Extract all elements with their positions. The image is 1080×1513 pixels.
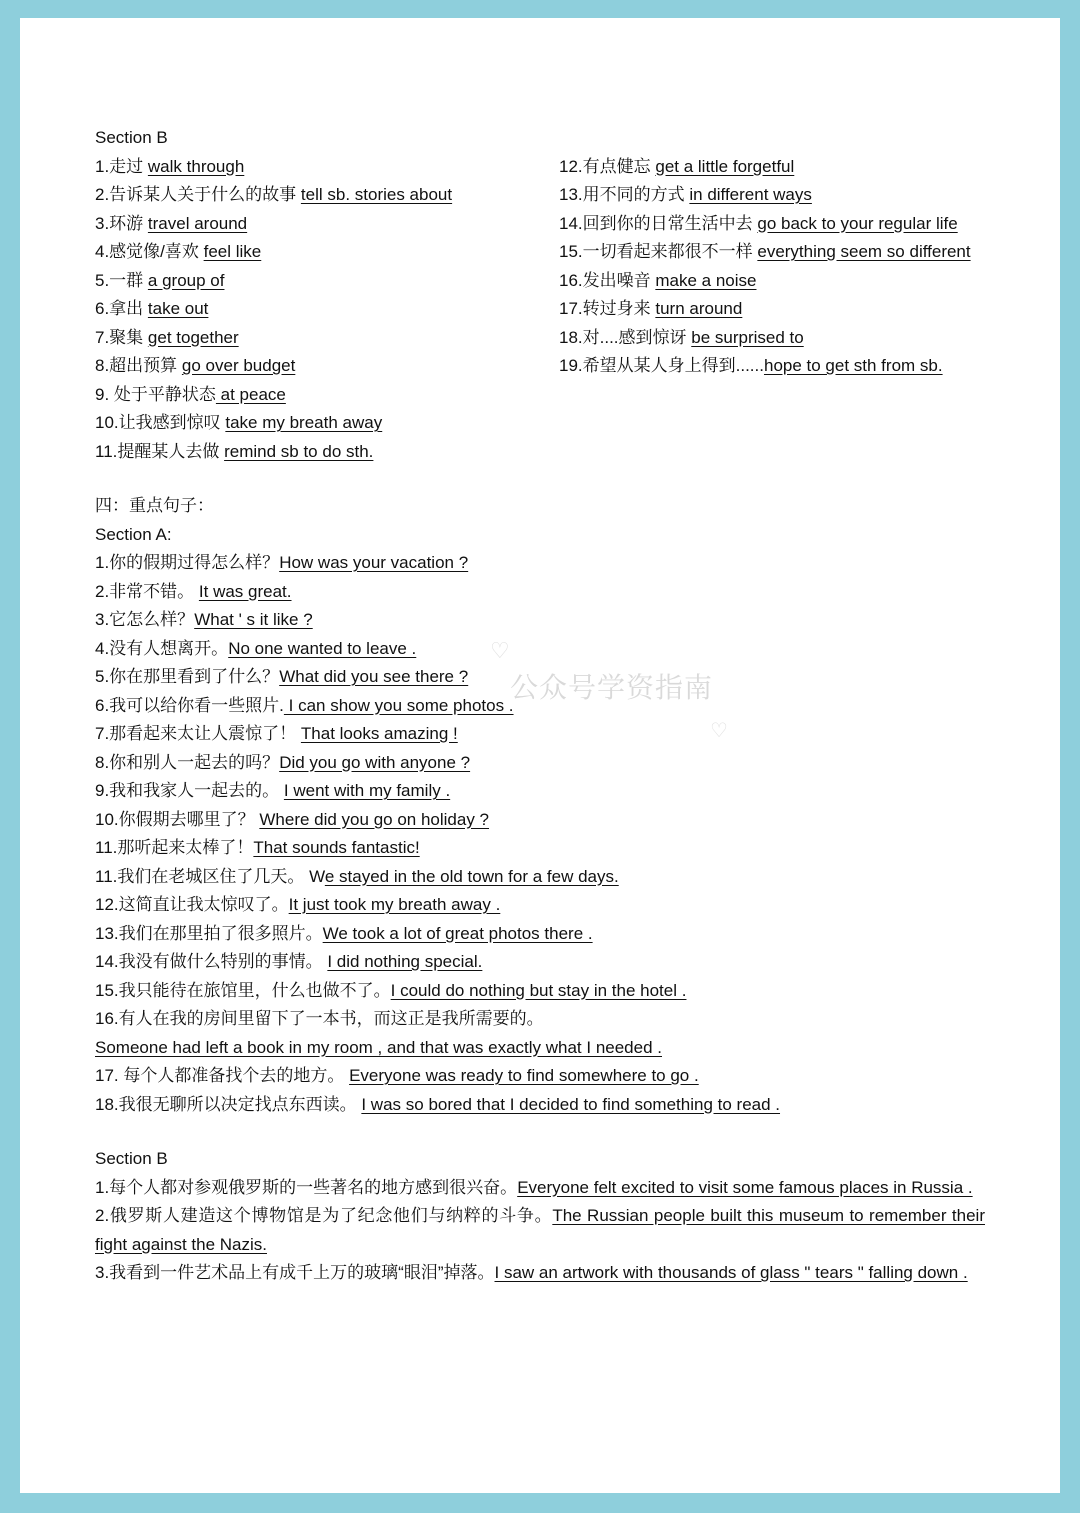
- sentence-cn: 2.俄罗斯人建造这个博物馆是为了纪念他们与纳粹的斗争。: [95, 1206, 553, 1225]
- sentence-item: [95, 977, 985, 1006]
- sentence-en: e stayed in the old town for a few days.: [324, 866, 619, 886]
- phrase-en: a group of: [147, 270, 225, 290]
- sentence-en: It just took my breath away .: [288, 895, 501, 914]
- phrase-item: [559, 267, 985, 296]
- phrase-cn: 8.超出预算: [95, 356, 182, 375]
- sentence-en: I could do nothing but stay in the hotel .: [390, 980, 687, 1000]
- phrase-cn: 9. 处于平静状态: [95, 384, 216, 404]
- sentence-item: [95, 1259, 985, 1288]
- phrase-item: [95, 210, 559, 239]
- sentence-item: [95, 1062, 985, 1091]
- spacer: [95, 466, 985, 492]
- phrase-columns: [95, 153, 985, 467]
- sentence-cn: 16.有人在我的房间里留下了一本书，而这正是我所需要的。: [95, 1009, 544, 1028]
- phrase-en: walk through: [147, 156, 245, 176]
- sentence-item: [95, 1202, 985, 1259]
- phrase-en: get together: [147, 327, 239, 347]
- phrase-cn: 5.一群: [95, 270, 148, 290]
- sentence-en: That sounds fantastic!: [253, 838, 420, 857]
- phrase-item: [95, 295, 559, 324]
- sentence-item: [95, 863, 985, 892]
- sentence-cn: 11.那听起来太棒了！: [95, 838, 254, 857]
- sentence-item: [95, 1174, 985, 1203]
- sentence-item: [95, 749, 985, 778]
- sentence-en: We took a lot of great photos there .: [322, 923, 593, 943]
- phrase-item: [95, 267, 559, 296]
- sentence-cn: 13.我们在那里拍了很多照片。: [95, 923, 323, 943]
- sentence-cn: 7.那看起来太让人震惊了！: [95, 724, 301, 743]
- sentence-cn: 5.你在那里看到了什么？: [95, 667, 280, 686]
- phrase-cn: 18.对....感到惊讶: [559, 327, 692, 347]
- phrase-item: [95, 381, 559, 410]
- phrase-item: [95, 181, 559, 210]
- phrase-list-left: [95, 153, 559, 467]
- phrase-cn: 1.走过: [95, 156, 148, 176]
- sentence-item: [95, 549, 985, 578]
- sentence-en: I saw an artwork with thousands of glass " tears " falling down .: [494, 1263, 968, 1282]
- phrase-en: get a little forgetful: [655, 156, 795, 176]
- section-a-sentence-list: [95, 549, 985, 1119]
- phrase-en: feel like: [203, 242, 262, 261]
- phrase-item: [559, 181, 985, 210]
- phrase-en: in different ways: [689, 185, 812, 204]
- phrase-cn: 4.感觉像/喜欢: [95, 242, 204, 261]
- sentence-cn: 10.你假期去哪里了？: [95, 809, 260, 829]
- sentence-cn: 4.没有人想离开。: [95, 638, 229, 658]
- key-sentences-heading: 四：重点句子：: [95, 496, 214, 515]
- sentence-cn: 14.我没有做什么特别的事情。: [95, 952, 328, 971]
- phrase-item: [95, 409, 559, 438]
- phrase-en: go back to your regular life: [757, 213, 958, 233]
- sentence-cn: 8.你和别人一起去的吗？: [95, 752, 280, 772]
- phrase-en: go over budget: [181, 356, 296, 375]
- sentence-item: [95, 948, 985, 977]
- watermark-text: 公众号学资指南: [510, 672, 714, 703]
- sentence-cn: 3.我看到一件艺术品上有成千上万的玻璃“眼泪”掉落。: [95, 1263, 495, 1282]
- phrase-item: [95, 438, 559, 467]
- sentence-cn: 17. 每个人都准备找个去的地方。: [95, 1066, 350, 1085]
- heart-icon: ♡: [710, 720, 728, 742]
- phrase-en: tell sb. stories about: [300, 185, 453, 204]
- sentence-cn: 1.每个人都对参观俄罗斯的一些著名的地方感到很兴奋。: [95, 1177, 518, 1197]
- sentence-item: [95, 806, 985, 835]
- phrase-cn: 6.拿出: [95, 299, 148, 318]
- sentence-item: [95, 578, 985, 607]
- phrase-cn: 16.发出噪音: [559, 270, 656, 290]
- sentence-en: Did you go with anyone ?: [279, 752, 471, 772]
- spacer: [95, 1119, 985, 1145]
- sentence-en: What ' s it like ?: [194, 610, 313, 629]
- sentence-item: [95, 1005, 985, 1034]
- sentence-cn: 2.非常不错。: [95, 581, 199, 601]
- phrase-item: [559, 352, 985, 381]
- sentence-en: I was so bored that I decided to find something to read .: [361, 1094, 781, 1114]
- phrase-item: [559, 153, 985, 182]
- sentence-en: What did you see there ?: [279, 667, 469, 686]
- phrase-en: take out: [147, 299, 209, 318]
- sentence-en: I did nothing special.: [327, 952, 483, 971]
- sentence-en: It was great.: [198, 581, 292, 601]
- sentence-item: [95, 891, 985, 920]
- phrase-cn: 13.用不同的方式: [559, 185, 690, 204]
- sentence-en: I went with my family .: [283, 781, 451, 800]
- phrase-item: [95, 153, 559, 182]
- sentence-item: [95, 920, 985, 949]
- sentence-item: [95, 635, 985, 664]
- sentence-item: [95, 606, 985, 635]
- phrase-en: travel around: [147, 213, 248, 233]
- phrase-en: turn around: [655, 299, 743, 318]
- sentence-cn: 15.我只能待在旅馆里，什么也做不了。: [95, 980, 391, 1000]
- phrase-item: [559, 238, 985, 267]
- sentence-en: The Russian people built this museum to remember their fight against the Nazis.: [95, 1206, 985, 1254]
- section-b-sentences-heading: Section B: [95, 1149, 168, 1168]
- phrase-en: hope to get sth from sb.: [763, 356, 943, 375]
- sentence-cn: 1.你的假期过得怎么样？: [95, 553, 280, 572]
- sentence-cn: 18.我很无聊所以决定找点东西读。: [95, 1094, 362, 1114]
- section-b-sentence-list: [95, 1174, 985, 1288]
- sentence-item: [95, 1091, 985, 1120]
- phrase-en: be surprised to: [691, 327, 804, 347]
- phrase-item: [95, 324, 559, 353]
- sentence-cn: 12.这简直让我太惊叹了。: [95, 895, 289, 914]
- section-b-phrases-heading: Section B: [95, 128, 168, 147]
- phrase-en: at peace: [215, 384, 286, 404]
- phrase-cn: 2.告诉某人关于什么的故事: [95, 185, 301, 204]
- phrase-en: take my breath away: [225, 413, 383, 432]
- heart-icon: ♡: [490, 638, 510, 663]
- phrase-cn: 10.让我感到惊叹: [95, 413, 226, 432]
- sentence-item-continued: [95, 1034, 985, 1063]
- phrase-cn: 19.希望从某人身上得到......: [559, 356, 764, 375]
- sentence-en: Someone had left a book in my room , and that was exactly what I needed .: [95, 1037, 662, 1057]
- sentence-cn: 9.我和我家人一起去的。: [95, 781, 284, 800]
- sentence-cn: 6.我可以给你看一些照片.: [95, 695, 284, 715]
- phrase-cn: 11.提醒某人去做: [95, 441, 225, 461]
- phrase-list-right: [559, 153, 985, 467]
- phrase-en: remind sb to do sth.: [224, 441, 374, 461]
- phrase-en: make a noise: [655, 270, 757, 290]
- phrase-cn: 17.转过身来: [559, 299, 656, 318]
- sentence-en: Everyone was ready to find somewhere to go .: [349, 1066, 699, 1085]
- phrase-cn: 12.有点健忘: [559, 156, 656, 176]
- sentence-cn: 11.我们在老城区住了几天。: [95, 866, 310, 886]
- phrase-en: everything seem so different: [757, 242, 971, 261]
- sentence-en: I can show you some photos .: [283, 695, 514, 715]
- sentence-en: Where did you go on holiday ?: [259, 809, 490, 829]
- sentence-item: [95, 777, 985, 806]
- phrase-item: [95, 238, 559, 267]
- sentence-cn: 3.它怎么样？: [95, 610, 195, 629]
- sentence-en: How was your vacation ?: [279, 553, 469, 572]
- sentence-en: No one wanted to leave .: [228, 638, 417, 658]
- sentence-en: That looks amazing !: [300, 724, 458, 743]
- phrase-cn: 7.聚集: [95, 327, 148, 347]
- document-page: [20, 18, 1060, 1493]
- phrase-item: [95, 352, 559, 381]
- phrase-cn: 3.环游: [95, 213, 148, 233]
- phrase-item: [559, 210, 985, 239]
- sentence-item: [95, 834, 985, 863]
- sentence-en: Everyone felt excited to visit some famous places in Russia .: [517, 1177, 973, 1197]
- sentence-en-prefix: W: [309, 866, 325, 886]
- phrase-item: [559, 295, 985, 324]
- phrase-item: [559, 324, 985, 353]
- phrase-cn: 14.回到你的日常生活中去: [559, 213, 758, 233]
- section-a-heading: Section A:: [95, 524, 172, 544]
- sentence-item: [95, 720, 985, 749]
- phrase-cn: 15.一切看起来都很不一样: [559, 242, 758, 261]
